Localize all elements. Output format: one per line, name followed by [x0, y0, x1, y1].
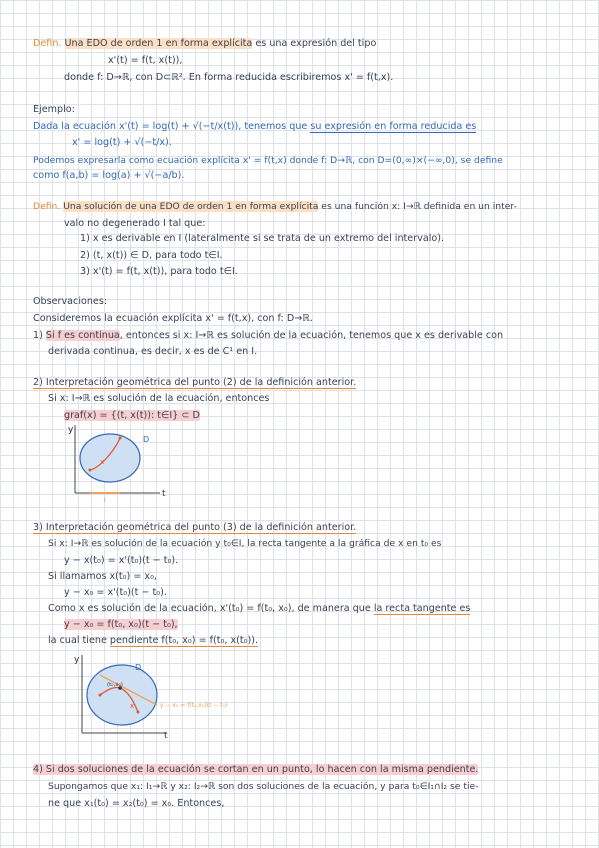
obs2-graph-ylabel: y	[68, 425, 74, 435]
def1-text: es una expresión del tipo	[252, 38, 377, 49]
obs2-graph-set: graf(x) = {(t, x(t)): t∈I} ⊂ D	[64, 410, 200, 421]
def2-cond1: 1) x es derivable en I (lateralmente si se trata de un extremo del intervalo).	[80, 233, 445, 244]
obs2-graph-dlabel: D	[143, 435, 150, 444]
def2-cond3: 3) x'(t) = f(t, x(t)), para todo t∈I.	[80, 266, 238, 277]
obs-heading: Observaciones:	[33, 296, 108, 307]
obs3-title-text: 3) Interpretación geométrica del punto (3) de la definición anterior.	[33, 522, 357, 533]
obs2-graph	[60, 420, 170, 505]
def2-line1	[33, 201, 517, 213]
def1-line1	[33, 38, 376, 50]
obs3-graph-ylabel: y	[74, 655, 80, 665]
def1-highlight: Una EDO de orden 1 en forma explícita	[64, 38, 253, 49]
obs4-line2: ne que x₁(t₀) = x₂(t₀) = x₀. Entonces,	[48, 798, 225, 809]
obs3-line5	[48, 603, 470, 615]
obs1-line2: derivada continua, es decir, x es de C¹ en I.	[48, 346, 258, 357]
obs3-graph-xlabel: x	[130, 702, 135, 710]
obs3-graph	[62, 650, 262, 745]
obs3-line1: Si x: I→ℝ es solución de la ecuación y t₀∈I, la recta tangente a la gráfica de x en t₀ es	[48, 538, 442, 549]
obs4-title-text: 4) Si dos soluciones de la ecuación se cortan en un punto, lo hacen con la misma pendiente.	[33, 764, 479, 775]
obs3-line5-a: Como x es solución de la ecuación, x'(t₀) = f(t₀, x₀), de manera que	[48, 603, 374, 614]
obs2-title	[33, 377, 356, 389]
obs3-tangent-eq: y − x₀ = f(t₀, x₀)(t − t₀),	[64, 619, 178, 630]
obs1-num: 1)	[33, 330, 46, 341]
example-line1-b: su expresión en forma reducida es	[310, 121, 477, 132]
obs3-line6	[64, 619, 178, 631]
example-line3: Podemos expresarla como ecuación explícita x' = f(t,x) donde f: D→ℝ, con D=(0,∞)×(−∞,0), se define	[33, 155, 503, 166]
def2-tag: Defin.	[33, 201, 61, 212]
obs3-line3: Si llamamos x(t₀) = x₀,	[48, 571, 157, 582]
example-line1-a: Dada la ecuación x'(t) = log(t) + √(−t/x(t)), tenemos que	[33, 121, 311, 132]
obs3-line5-b: la recta tangente es	[373, 603, 471, 614]
example-line4: como f(a,b) = log(a) + √(−a/b).	[33, 170, 185, 181]
obs3-line7-a: la cual tiene	[48, 635, 110, 646]
def2-cond2: 2) (t, x(t)) ∈ D, para todo t∈I.	[80, 250, 223, 261]
obs2-graph-tlabel: t	[162, 489, 166, 499]
obs3-line7	[48, 635, 258, 647]
def1-line3: donde f: D→ℝ, con D⊂ℝ². En forma reducida escribiremos x' = f(t,x).	[64, 72, 394, 83]
def2-line2: valo no degenerado I tal que:	[64, 218, 206, 229]
obs3-title	[33, 522, 356, 534]
obs1-text: , entonces si x: I→ℝ es solución de la ecuación, tenemos que x es derivable con	[119, 330, 504, 341]
obs-line1: Consideremos la ecuación explícita x' = f(t,x), con f: D→ℝ.	[33, 313, 313, 324]
def1-equation: x'(t) = f(t, x(t)),	[108, 55, 183, 66]
obs4-line1: Supongamos que x₁: I₁→ℝ y x₂: I₂→ℝ son dos soluciones de la ecuación, y para t₀∈I₁∩I₂ se tie-	[48, 781, 479, 792]
obs3-line7-b: pendiente f(t₀, x₀) = f(t₀, x(t₀)).	[109, 635, 259, 646]
example-heading: Ejemplo:	[33, 104, 75, 115]
obs3-graph-point: (t₀,x₀)	[107, 682, 123, 688]
obs3-line4: y − x₀ = x'(t₀)(t − t₀).	[64, 587, 167, 598]
obs2-title-text: 2) Interpretación geométrica del punto (2) de la definición anterior.	[33, 377, 357, 388]
obs2-graph-ilabel: I	[104, 497, 106, 504]
def2-highlight: Una solución de una EDO de orden 1 en forma explícita	[63, 201, 319, 212]
obs3-graph-tlabel: t	[164, 731, 168, 741]
obs1-line1	[33, 330, 503, 342]
obs1-highlight: Si f es continua	[45, 330, 120, 341]
def2-text: es una función x: I→ℝ definida en un inter-	[318, 201, 517, 212]
example-line1	[33, 121, 476, 133]
obs2-graph-xlabel: x	[100, 458, 105, 466]
obs4-title	[33, 764, 478, 776]
example-line2: x' = log(t) + √(−t/x).	[72, 137, 172, 148]
obs3-graph-dlabel: D	[135, 663, 142, 672]
def1-tag: Defin.	[33, 38, 62, 49]
obs2-line1: Si x: I→ℝ es solución de la ecuación, entonces	[48, 393, 270, 404]
obs3-line2: y − x(t₀) = x'(t₀)(t − t₀).	[64, 555, 179, 566]
obs3-graph-tangent-label: y − x₀ = f(t₀,x₀)(t − t₀)	[160, 702, 228, 709]
